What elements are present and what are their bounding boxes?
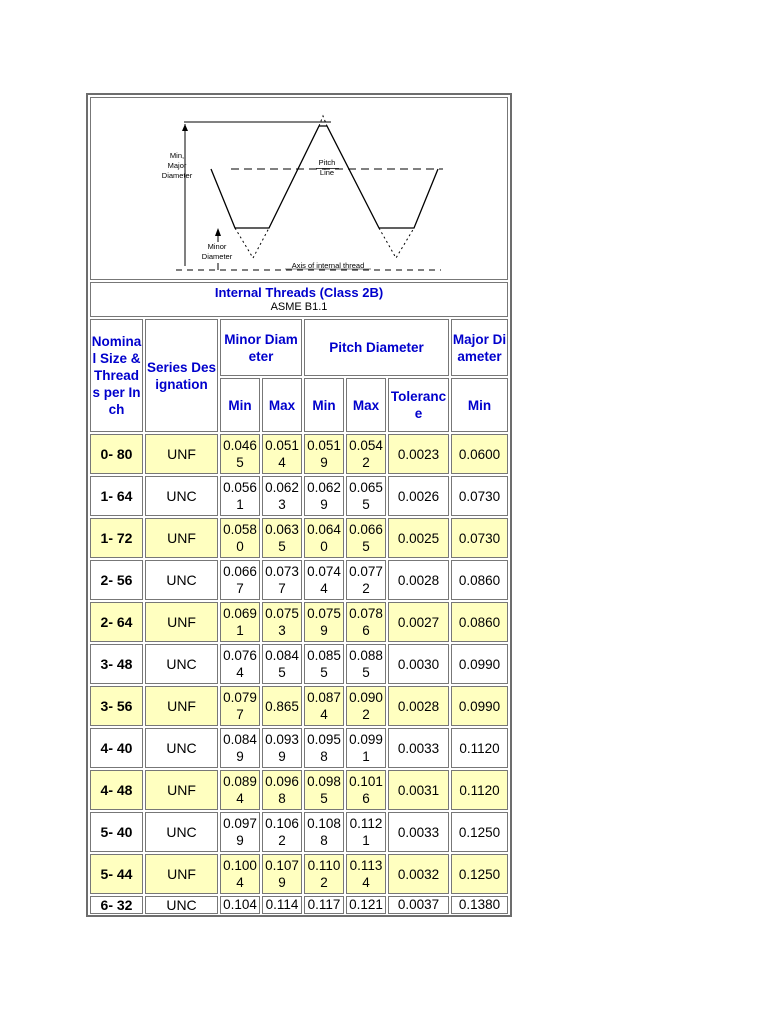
cell-major-min: 0.0860 — [451, 602, 508, 642]
cell-minor-min: 0.0764 — [220, 644, 260, 684]
cell-series: UNC — [145, 896, 218, 914]
cell-pitch-max: 0.0991 — [346, 728, 386, 768]
cell-pitch-min: 0.0759 — [304, 602, 344, 642]
min-major-label-2: Major — [167, 161, 187, 170]
sharp-v-crest — [319, 116, 327, 126]
cell-series: UNF — [145, 518, 218, 558]
minor-label-1: Minor — [207, 242, 227, 251]
header-nominal-size: Nominal Size & Threads per Inch — [90, 319, 143, 432]
pitch-label-1: Pitch — [318, 158, 336, 167]
cell-series: UNC — [145, 476, 218, 516]
table-row — [90, 770, 508, 810]
min-major-label-3: Diameter — [161, 171, 193, 180]
header-series-designation: Series Designation — [145, 319, 218, 432]
cell-pitch-max: 0.0542 — [346, 434, 386, 474]
cell-major-min: 0.0730 — [451, 518, 508, 558]
cell-pitch-min: 0.1102 — [304, 854, 344, 894]
cell-pitch-max: 0.0786 — [346, 602, 386, 642]
cell-minor-max: 0.0968 — [262, 770, 302, 810]
cell-minor-min: 0.0894 — [220, 770, 260, 810]
cell-minor-min: 0.0465 — [220, 434, 260, 474]
cell-major-min: 0.0730 — [451, 476, 508, 516]
cell-series: UNC — [145, 560, 218, 600]
cell-pitch-min: 0.0958 — [304, 728, 344, 768]
cell-minor-min: 0.0580 — [220, 518, 260, 558]
cell-major-min: 0.1380 — [451, 896, 508, 914]
cell-tolerance: 0.0033 — [388, 812, 449, 852]
header-pitch-min: Min — [304, 378, 344, 432]
header-major-min: Min — [451, 378, 508, 432]
cell-pitch-min: 0.0874 — [304, 686, 344, 726]
cell-series: UNC — [145, 728, 218, 768]
thread-profile-line — [211, 126, 438, 228]
cell-minor-max: 0.114 — [262, 896, 302, 914]
table-row — [90, 434, 508, 474]
cell-nominal-size: 6- 32 — [90, 896, 143, 914]
cell-nominal-size: 2- 64 — [90, 602, 143, 642]
cell-pitch-min: 0.0744 — [304, 560, 344, 600]
cell-pitch-min: 0.0855 — [304, 644, 344, 684]
cell-pitch-max: 0.1016 — [346, 770, 386, 810]
cell-tolerance: 0.0027 — [388, 602, 449, 642]
cell-pitch-min: 0.1088 — [304, 812, 344, 852]
cell-tolerance: 0.0030 — [388, 644, 449, 684]
cell-tolerance: 0.0028 — [388, 686, 449, 726]
cell-major-min: 0.1250 — [451, 812, 508, 852]
table-row — [90, 602, 508, 642]
cell-minor-min: 0.0979 — [220, 812, 260, 852]
cell-minor-min: 0.0849 — [220, 728, 260, 768]
arrow-up-icon — [182, 124, 188, 131]
cell-nominal-size: 3- 48 — [90, 644, 143, 684]
table-subtitle: ASME B1.1 — [270, 301, 328, 313]
cell-minor-max: 0.0737 — [262, 560, 302, 600]
cell-nominal-size: 5- 40 — [90, 812, 143, 852]
sharp-v-root-left — [235, 228, 269, 258]
cell-pitch-min: 0.0629 — [304, 476, 344, 516]
thread-table — [88, 95, 510, 916]
cell-series: UNF — [145, 770, 218, 810]
cell-series: UNC — [145, 644, 218, 684]
table-title-cell — [90, 282, 508, 317]
cell-minor-max: 0.0845 — [262, 644, 302, 684]
cell-minor-min: 0.0667 — [220, 560, 260, 600]
cell-minor-max: 0.865 — [262, 686, 302, 726]
cell-nominal-size: 2- 56 — [90, 560, 143, 600]
cell-pitch-min: 0.0985 — [304, 770, 344, 810]
cell-minor-max: 0.0753 — [262, 602, 302, 642]
table-title: Internal Threads (Class 2B) — [214, 285, 384, 300]
cell-nominal-size: 0- 80 — [90, 434, 143, 474]
cell-minor-min: 0.1004 — [220, 854, 260, 894]
cell-major-min: 0.0990 — [451, 644, 508, 684]
cell-minor-max: 0.1079 — [262, 854, 302, 894]
cell-series: UNF — [145, 854, 218, 894]
axis-label: Axis of internal thread — [291, 261, 365, 270]
cell-tolerance: 0.0025 — [388, 518, 449, 558]
table-row — [90, 812, 508, 852]
header-pitch-diameter: Pitch Diameter — [304, 319, 449, 376]
header-major-diameter: Major Diameter — [451, 319, 508, 376]
table-row — [90, 560, 508, 600]
table-row — [90, 728, 508, 768]
cell-tolerance: 0.0028 — [388, 560, 449, 600]
thread-table-frame — [86, 93, 512, 917]
header-pitch-max: Max — [346, 378, 386, 432]
thread-profile-svg — [91, 98, 508, 279]
cell-tolerance: 0.0023 — [388, 434, 449, 474]
thread-profile-diagram — [90, 97, 508, 280]
pitch-label-2: Line — [319, 168, 335, 177]
cell-major-min: 0.1250 — [451, 854, 508, 894]
table-row — [90, 854, 508, 894]
cell-minor-max: 0.0623 — [262, 476, 302, 516]
cell-pitch-min: 0.117 — [304, 896, 344, 914]
cell-tolerance: 0.0037 — [388, 896, 449, 914]
cell-pitch-max: 0.0772 — [346, 560, 386, 600]
header-tolerance: Tolerance — [388, 378, 449, 432]
cell-pitch-max: 0.0885 — [346, 644, 386, 684]
cell-tolerance: 0.0026 — [388, 476, 449, 516]
cell-pitch-max: 0.0655 — [346, 476, 386, 516]
cell-nominal-size: 3- 56 — [90, 686, 143, 726]
cell-major-min: 0.1120 — [451, 770, 508, 810]
header-minor-max: Max — [262, 378, 302, 432]
cell-major-min: 0.0600 — [451, 434, 508, 474]
cell-tolerance: 0.0032 — [388, 854, 449, 894]
cell-minor-min: 0.0797 — [220, 686, 260, 726]
cell-minor-max: 0.0514 — [262, 434, 302, 474]
cell-minor-max: 0.0939 — [262, 728, 302, 768]
cell-minor-min: 0.0691 — [220, 602, 260, 642]
cell-pitch-min: 0.0640 — [304, 518, 344, 558]
cell-tolerance: 0.0033 — [388, 728, 449, 768]
arrow-up-icon — [215, 228, 221, 236]
cell-nominal-size: 1- 64 — [90, 476, 143, 516]
cell-minor-max: 0.1062 — [262, 812, 302, 852]
min-major-label-1: Min, — [169, 151, 185, 160]
header-minor-diameter: Minor Diameter — [220, 319, 302, 376]
cell-minor-max: 0.0635 — [262, 518, 302, 558]
cell-pitch-min: 0.0519 — [304, 434, 344, 474]
sharp-v-root-right — [379, 228, 414, 258]
minor-label-2: Diameter — [201, 252, 233, 261]
table-row — [90, 476, 508, 516]
table-row — [90, 686, 508, 726]
cell-nominal-size: 5- 44 — [90, 854, 143, 894]
cell-series: UNF — [145, 602, 218, 642]
table-row — [90, 644, 508, 684]
cell-pitch-max: 0.0665 — [346, 518, 386, 558]
cell-series: UNF — [145, 434, 218, 474]
cell-nominal-size: 1- 72 — [90, 518, 143, 558]
cell-series: UNC — [145, 812, 218, 852]
cell-nominal-size: 4- 40 — [90, 728, 143, 768]
cell-nominal-size: 4- 48 — [90, 770, 143, 810]
table-row — [90, 896, 508, 914]
cell-minor-min: 0.104 — [220, 896, 260, 914]
cell-major-min: 0.1120 — [451, 728, 508, 768]
cell-tolerance: 0.0031 — [388, 770, 449, 810]
cell-series: UNF — [145, 686, 218, 726]
cell-major-min: 0.0860 — [451, 560, 508, 600]
cell-pitch-max: 0.121 — [346, 896, 386, 914]
cell-minor-min: 0.0561 — [220, 476, 260, 516]
cell-major-min: 0.0990 — [451, 686, 508, 726]
header-minor-min: Min — [220, 378, 260, 432]
cell-pitch-max: 0.0902 — [346, 686, 386, 726]
cell-pitch-max: 0.1134 — [346, 854, 386, 894]
table-row — [90, 518, 508, 558]
cell-pitch-max: 0.1121 — [346, 812, 386, 852]
